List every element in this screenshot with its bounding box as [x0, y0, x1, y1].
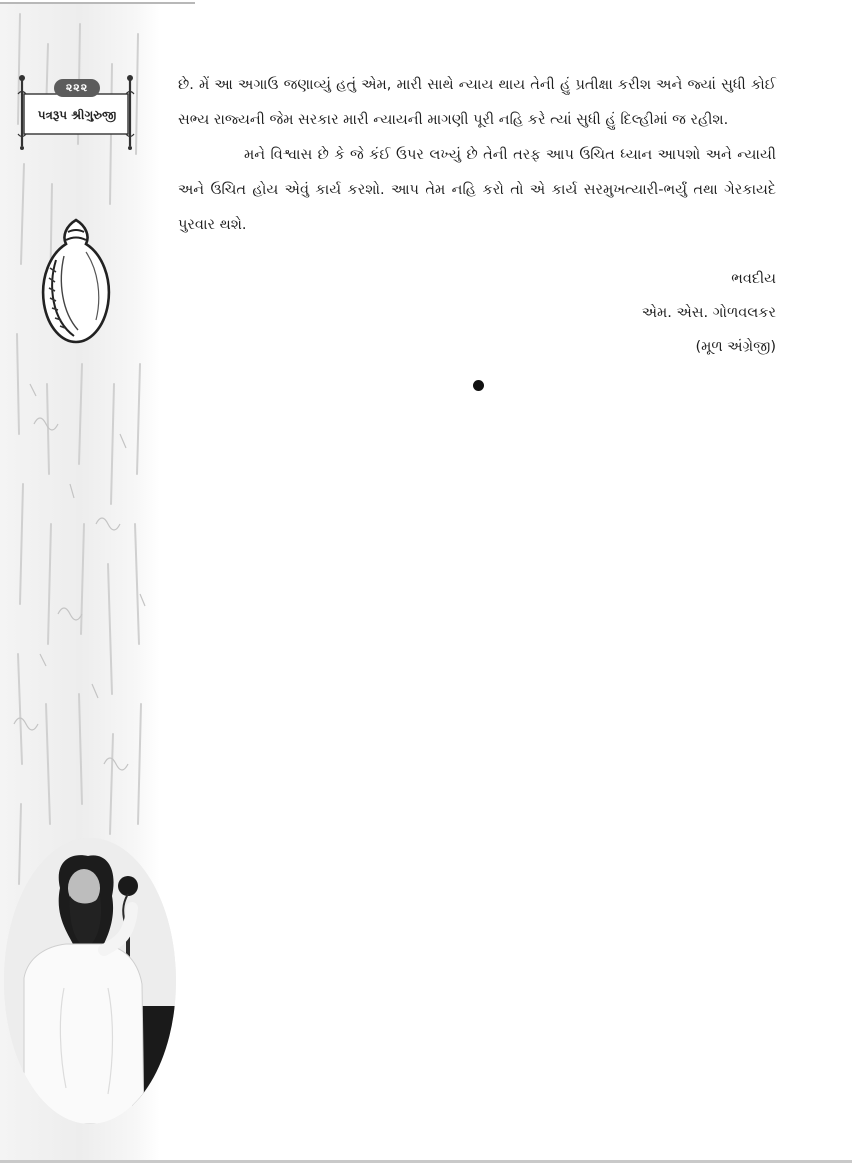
body-paragraph: છે. મેં આ અગાઉ જણાવ્યું હતું એમ, મારી સાથે ન્યાય થાય તેની હું પ્રતીક્ષા કરીશ અને જ્યાં સુધી કોઈ સભ્ય રાજ્યની જેમ સરકાર મારી ન્યાયની માગણી પૂરી નહિ કરે ત્યાં સુધી હું દિલ્હીમાં જ રહીશ. — [178, 77, 776, 128]
portrait-photo — [4, 838, 176, 1124]
page-header — [14, 72, 138, 150]
book-title: પત્રરૂપ શ્રીગુરુજી — [37, 108, 117, 122]
body-paragraph: મને વિશ્વાસ છે કે જે કંઈ ઉપર લખ્યું છે તેની તરફ આપ ઉચિત ધ્યાન આપશો અને ન્યાયી અને ઉચિત હોય એવું કાર્ય કરશો. આપ તેમ નહિ કરો તો એ કાર્ય સરમુખત્યારી-ભર્યું તથા ગેરકાયદે પુરવાર થશે. — [178, 147, 776, 233]
conch-shell-icon — [38, 216, 114, 350]
translation-note: (મૂળ અંગ્રેજી) — [695, 339, 776, 355]
letter-body — [178, 68, 776, 243]
signature: એમ. એસ. ગોળવલકર — [641, 305, 776, 321]
page-number: ૨૨૨ — [54, 79, 100, 97]
letter-closing — [476, 262, 776, 364]
section-dot — [473, 380, 484, 391]
bottom-rule — [0, 1160, 852, 1163]
closing-salutation: ભવદીય — [731, 271, 776, 287]
